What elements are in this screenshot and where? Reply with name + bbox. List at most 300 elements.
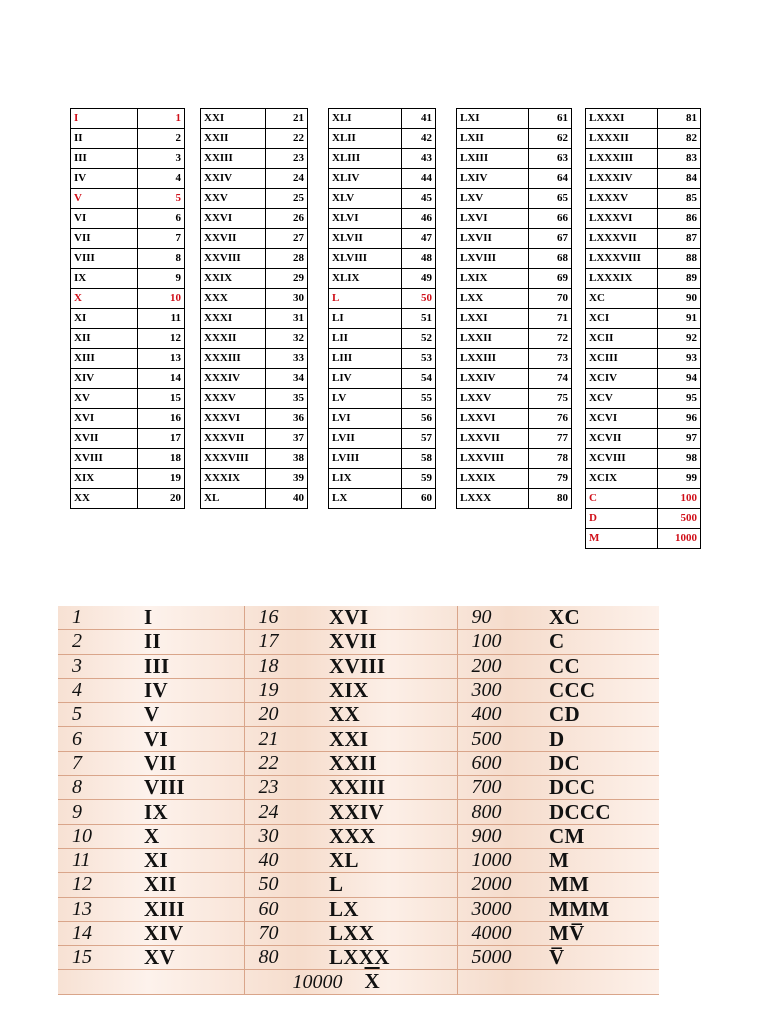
arabic-number-cell: 73 (529, 349, 572, 369)
roman-numeral-cell: XXXIX (201, 469, 266, 489)
arabic-number-cell: 52 (402, 329, 436, 349)
roman-numeral-cell: LXXXI (586, 109, 658, 129)
table-row (58, 800, 659, 824)
arabic-number-cell: 46 (402, 209, 436, 229)
roman-numeral-cell: LVI (329, 409, 402, 429)
arabic-number-cell: 99 (658, 469, 701, 489)
roman-numeral-cell: LXVIII (457, 249, 529, 269)
arabic-number-cell: 49 (402, 269, 436, 289)
arabic-number-cell: 42 (402, 129, 436, 149)
roman-numeral-cell: LXXI (457, 309, 529, 329)
arabic-number-cell: 24 (266, 169, 308, 189)
arabic-number-cell: 78 (529, 449, 572, 469)
table-row (329, 189, 436, 209)
table-row (71, 269, 185, 289)
numeral-cell: VIII (144, 776, 244, 800)
number-cell: 15 (58, 946, 144, 970)
table-row (586, 389, 701, 409)
roman-numeral-cell: XXIV (201, 169, 266, 189)
numeral-table-3 (328, 108, 436, 509)
arabic-number-cell: 56 (402, 409, 436, 429)
arabic-number-cell: 25 (266, 189, 308, 209)
arabic-number-cell: 83 (658, 149, 701, 169)
table-row (586, 449, 701, 469)
table-row (329, 249, 436, 269)
arabic-number-cell: 39 (266, 469, 308, 489)
arabic-number-cell: 37 (266, 429, 308, 449)
arabic-number-cell: 98 (658, 449, 701, 469)
numeral-cell: III (144, 654, 244, 678)
roman-numeral-cell: XXVIII (201, 249, 266, 269)
table-row (586, 529, 701, 549)
number-cell: 8 (58, 776, 144, 800)
arabic-number-cell: 79 (529, 469, 572, 489)
table-row (329, 149, 436, 169)
arabic-number-cell: 3 (138, 149, 185, 169)
number-cell: 30 (244, 824, 329, 848)
number-cell: 400 (457, 703, 549, 727)
table-row (457, 289, 572, 309)
numeral-cell: CCC (549, 678, 659, 702)
roman-numeral-cell: XX (71, 489, 138, 509)
arabic-number-cell: 1000 (658, 529, 701, 549)
numeral-table-1 (70, 108, 185, 509)
roman-numeral-cell: LVIII (329, 449, 402, 469)
table-row (329, 329, 436, 349)
roman-numeral-cell: XXIII (201, 149, 266, 169)
table-row (457, 329, 572, 349)
number-cell: 21 (244, 727, 329, 751)
arabic-number-cell: 69 (529, 269, 572, 289)
roman-numeral-cell: XXXIII (201, 349, 266, 369)
roman-numeral-cell: III (71, 149, 138, 169)
roman-numeral-cell: LXV (457, 189, 529, 209)
roman-numeral-cell: LXI (457, 109, 529, 129)
roman-numeral-cell: XV (71, 389, 138, 409)
roman-numeral-cell: XCIV (586, 369, 658, 389)
table-row (329, 169, 436, 189)
table-row (201, 329, 308, 349)
table-row (201, 289, 308, 309)
arabic-number-cell: 48 (402, 249, 436, 269)
numeral-cell: CC (549, 654, 659, 678)
numeral-cell: D (549, 727, 659, 751)
roman-numeral-cell: LXIII (457, 149, 529, 169)
table-row (329, 289, 436, 309)
roman-numeral-cell: XLVI (329, 209, 402, 229)
arabic-number-cell: 60 (402, 489, 436, 509)
roman-numeral-cell: XVIII (71, 449, 138, 469)
roman-numeral-cell: L (329, 289, 402, 309)
table-row (201, 489, 308, 509)
number-cell: 500 (457, 727, 549, 751)
arabic-number-cell: 10 (138, 289, 185, 309)
number-cell: 11 (58, 848, 144, 872)
roman-numeral-cell: LXXVII (457, 429, 529, 449)
numeral-cell: LX (329, 897, 457, 921)
table-row (586, 169, 701, 189)
arabic-number-cell: 44 (402, 169, 436, 189)
number-cell: 24 (244, 800, 329, 824)
table-row (71, 149, 185, 169)
roman-numeral-cell: XXIX (201, 269, 266, 289)
arabic-number-cell: 95 (658, 389, 701, 409)
roman-numeral-cell: XCII (586, 329, 658, 349)
arabic-number-cell: 87 (658, 229, 701, 249)
numeral-table-5 (585, 108, 701, 549)
table-row (201, 409, 308, 429)
table-row (586, 409, 701, 429)
number-cell: 4000 (457, 921, 549, 945)
table-row (201, 449, 308, 469)
arabic-number-cell: 47 (402, 229, 436, 249)
arabic-number-cell: 80 (529, 489, 572, 509)
arabic-number-cell: 36 (266, 409, 308, 429)
roman-numeral-cell: VI (71, 209, 138, 229)
arabic-number-cell: 32 (266, 329, 308, 349)
arabic-number-cell: 27 (266, 229, 308, 249)
table-row (457, 469, 572, 489)
roman-numeral-cell: LXXII (457, 329, 529, 349)
numeral-cell: MM (549, 873, 659, 897)
arabic-number-cell: 17 (138, 429, 185, 449)
table-row (329, 469, 436, 489)
roman-numeral-cell: XCVIII (586, 449, 658, 469)
arabic-number-cell: 71 (529, 309, 572, 329)
numeral-cell: XXII (329, 751, 457, 775)
arabic-number-cell: 55 (402, 389, 436, 409)
number-cell: 14 (58, 921, 144, 945)
table-row (201, 369, 308, 389)
table-row (58, 970, 659, 995)
arabic-number-cell: 91 (658, 309, 701, 329)
roman-numeral-chart (58, 606, 659, 995)
roman-numeral-cell: XXXIV (201, 369, 266, 389)
arabic-number-cell: 16 (138, 409, 185, 429)
roman-numeral-cell: XXXVII (201, 429, 266, 449)
numeral-cell: DCCC (549, 800, 659, 824)
table-row (58, 654, 659, 678)
number-cell: 9 (58, 800, 144, 824)
arabic-number-cell: 26 (266, 209, 308, 229)
roman-numeral-cell: LXIV (457, 169, 529, 189)
numeral-cell: I (144, 606, 244, 630)
table-row (457, 389, 572, 409)
arabic-number-cell: 54 (402, 369, 436, 389)
arabic-number-cell: 6 (138, 209, 185, 229)
arabic-number-cell: 34 (266, 369, 308, 389)
number-cell: 5 (58, 703, 144, 727)
roman-numeral-cell: LII (329, 329, 402, 349)
table-row (58, 897, 659, 921)
roman-numeral-cell: X (71, 289, 138, 309)
roman-numeral-cell: VII (71, 229, 138, 249)
roman-numeral-cell: LXXIII (457, 349, 529, 369)
roman-numeral-cell: XI (71, 309, 138, 329)
table-row (586, 329, 701, 349)
roman-numeral-cell: LIX (329, 469, 402, 489)
arabic-number-cell: 75 (529, 389, 572, 409)
arabic-number-cell: 500 (658, 509, 701, 529)
arabic-number-cell: 19 (138, 469, 185, 489)
roman-numeral-cell: IX (71, 269, 138, 289)
roman-numeral-cell: I (71, 109, 138, 129)
arabic-number-cell: 35 (266, 389, 308, 409)
number-cell: 18 (244, 654, 329, 678)
number-cell: 12 (58, 873, 144, 897)
arabic-number-cell: 14 (138, 369, 185, 389)
roman-numeral-cell: XXI (201, 109, 266, 129)
numeral-cell: LXXX (329, 946, 457, 970)
arabic-number-cell: 40 (266, 489, 308, 509)
arabic-number-cell: 45 (402, 189, 436, 209)
table-row (586, 349, 701, 369)
table-row (329, 369, 436, 389)
table-row (201, 229, 308, 249)
table-row (329, 349, 436, 369)
table-row (201, 169, 308, 189)
number-cell: 7 (58, 751, 144, 775)
table-row (586, 309, 701, 329)
number-cell: 13 (58, 897, 144, 921)
table-row (58, 703, 659, 727)
roman-numeral-cell: LXXXIII (586, 149, 658, 169)
roman-numeral-cell: LXXXV (586, 189, 658, 209)
roman-numeral-cell: LXXX (457, 489, 529, 509)
numeral-cell: IX (144, 800, 244, 824)
arabic-number-cell: 82 (658, 129, 701, 149)
table-row (586, 209, 701, 229)
number-cell: 23 (244, 776, 329, 800)
roman-numeral-cell: XLIX (329, 269, 402, 289)
arabic-number-cell: 58 (402, 449, 436, 469)
number-cell: 3000 (457, 897, 549, 921)
arabic-number-cell: 68 (529, 249, 572, 269)
table-row (457, 229, 572, 249)
arabic-number-cell: 86 (658, 209, 701, 229)
arabic-number-cell: 66 (529, 209, 572, 229)
number-cell: 90 (457, 606, 549, 630)
table-row (329, 429, 436, 449)
roman-numeral-cell: LXXIX (457, 469, 529, 489)
numeral-cell: XL (329, 848, 457, 872)
roman-numeral-cell: XXVI (201, 209, 266, 229)
numeral-cell: V̅ (549, 946, 659, 970)
arabic-number-cell: 53 (402, 349, 436, 369)
roman-numeral-cell: XLIV (329, 169, 402, 189)
arabic-number-cell: 64 (529, 169, 572, 189)
table-row (58, 606, 659, 630)
roman-numeral-cell: LXXXVII (586, 229, 658, 249)
number-cell: 60 (244, 897, 329, 921)
roman-numeral-cell: LXX (457, 289, 529, 309)
table-row (586, 289, 701, 309)
arabic-number-cell: 11 (138, 309, 185, 329)
roman-numeral-cell: XL (201, 489, 266, 509)
roman-numeral-cell: LXXV (457, 389, 529, 409)
number-cell: 1000 (457, 848, 549, 872)
table-row (329, 129, 436, 149)
roman-numeral-cell: VIII (71, 249, 138, 269)
number-cell: 16 (244, 606, 329, 630)
table-row (58, 751, 659, 775)
roman-numeral-cell: LXVI (457, 209, 529, 229)
table-row (329, 409, 436, 429)
roman-numeral-cell: LXIX (457, 269, 529, 289)
numeral-cell: LXX (329, 921, 457, 945)
numeral-cell: XVIII (329, 654, 457, 678)
table-row (586, 429, 701, 449)
roman-numeral-cell: LX (329, 489, 402, 509)
roman-numeral-cell: XXXII (201, 329, 266, 349)
arabic-number-cell: 90 (658, 289, 701, 309)
roman-numeral-cell: LVII (329, 429, 402, 449)
table-row (457, 449, 572, 469)
arabic-number-cell: 31 (266, 309, 308, 329)
table-row (201, 129, 308, 149)
number-cell: 700 (457, 776, 549, 800)
empty-cell (457, 970, 659, 995)
table-row (329, 229, 436, 249)
table-row (201, 269, 308, 289)
arabic-number-cell: 88 (658, 249, 701, 269)
roman-numeral-cell: XCIX (586, 469, 658, 489)
number-cell: 200 (457, 654, 549, 678)
roman-numeral-cell: LXXVI (457, 409, 529, 429)
numeral-cell: XXIII (329, 776, 457, 800)
numeral-cell: XII (144, 873, 244, 897)
numeral-table-4 (456, 108, 572, 509)
table-row (71, 289, 185, 309)
number-cell: 2000 (457, 873, 549, 897)
number-cell: 600 (457, 751, 549, 775)
arabic-number-cell: 22 (266, 129, 308, 149)
roman-numeral-cell: LIII (329, 349, 402, 369)
arabic-number-cell: 50 (402, 289, 436, 309)
table-row (457, 169, 572, 189)
numeral-cell: XVII (329, 630, 457, 654)
table-row (457, 429, 572, 449)
roman-numeral-cell: LXXXVIII (586, 249, 658, 269)
numeral-cell: C (549, 630, 659, 654)
table-row (71, 169, 185, 189)
roman-numeral-cell: XXXI (201, 309, 266, 329)
arabic-number-cell: 4 (138, 169, 185, 189)
table-row (586, 149, 701, 169)
arabic-number-cell: 89 (658, 269, 701, 289)
table-row (71, 249, 185, 269)
roman-numeral-cell: XVI (71, 409, 138, 429)
numeral-cell: XIX (329, 678, 457, 702)
numeral-cell: XIII (144, 897, 244, 921)
roman-numeral-cell: IV (71, 169, 138, 189)
table-row (71, 449, 185, 469)
arabic-number-cell: 28 (266, 249, 308, 269)
arabic-number-cell: 62 (529, 129, 572, 149)
arabic-number-cell: 59 (402, 469, 436, 489)
number-cell: 22 (244, 751, 329, 775)
numeral-label: $\overline{X}$ (364, 969, 380, 994)
roman-numeral-cell: XLII (329, 129, 402, 149)
table-row (457, 209, 572, 229)
roman-numeral-cell: XXXVI (201, 409, 266, 429)
arabic-number-cell: 92 (658, 329, 701, 349)
table-row (457, 269, 572, 289)
number-cell: 17 (244, 630, 329, 654)
roman-numeral-cell: XIV (71, 369, 138, 389)
numeral-cell: DC (549, 751, 659, 775)
table-row (329, 209, 436, 229)
number-cell: 5000 (457, 946, 549, 970)
roman-numeral-cell: II (71, 129, 138, 149)
table-row (329, 449, 436, 469)
numeral-cell: VI (144, 727, 244, 751)
numeral-cell: CD (549, 703, 659, 727)
roman-numeral-cell: XII (71, 329, 138, 349)
numeral-cell: VII (144, 751, 244, 775)
numeral-cell: XXIV (329, 800, 457, 824)
table-row (201, 389, 308, 409)
roman-numeral-cell: XXVII (201, 229, 266, 249)
numeral-cell: XI (144, 848, 244, 872)
arabic-number-cell: 33 (266, 349, 308, 369)
number-cell: 40 (244, 848, 329, 872)
roman-numeral-cell: XXXV (201, 389, 266, 409)
arabic-number-cell: 93 (658, 349, 701, 369)
numeral-cell: L (329, 873, 457, 897)
arabic-number-cell: 12 (138, 329, 185, 349)
table-row (457, 349, 572, 369)
roman-numeral-cell: XLV (329, 189, 402, 209)
roman-numeral-cell: XIII (71, 349, 138, 369)
roman-numeral-cell: XXX (201, 289, 266, 309)
table-row (586, 369, 701, 389)
table-row (329, 309, 436, 329)
arabic-number-cell: 77 (529, 429, 572, 449)
numeral-cell: XV (144, 946, 244, 970)
arabic-number-cell: 96 (658, 409, 701, 429)
table-row (457, 309, 572, 329)
roman-numeral-cell: XC (586, 289, 658, 309)
table-row (329, 489, 436, 509)
number-cell: 80 (244, 946, 329, 970)
numeral-table-2 (200, 108, 308, 509)
table-row (58, 776, 659, 800)
table-row (457, 189, 572, 209)
arabic-number-cell: 61 (529, 109, 572, 129)
roman-numeral-cell: XLVII (329, 229, 402, 249)
table-row (58, 678, 659, 702)
numeral-cell: XXX (329, 824, 457, 848)
table-row (71, 109, 185, 129)
table-row (201, 349, 308, 369)
arabic-number-cell: 57 (402, 429, 436, 449)
table-row (58, 630, 659, 654)
roman-numeral-cell: LXXXII (586, 129, 658, 149)
table-row (586, 469, 701, 489)
arabic-number-cell: 97 (658, 429, 701, 449)
table-row (201, 149, 308, 169)
arabic-number-cell: 1 (138, 109, 185, 129)
roman-numeral-cell: M (586, 529, 658, 549)
roman-numeral-cell: LXXVIII (457, 449, 529, 469)
arabic-number-cell: 23 (266, 149, 308, 169)
table-row (71, 309, 185, 329)
roman-numeral-cell: XCV (586, 389, 658, 409)
number-cell: 19 (244, 678, 329, 702)
arabic-number-cell: 63 (529, 149, 572, 169)
table-row (329, 389, 436, 409)
